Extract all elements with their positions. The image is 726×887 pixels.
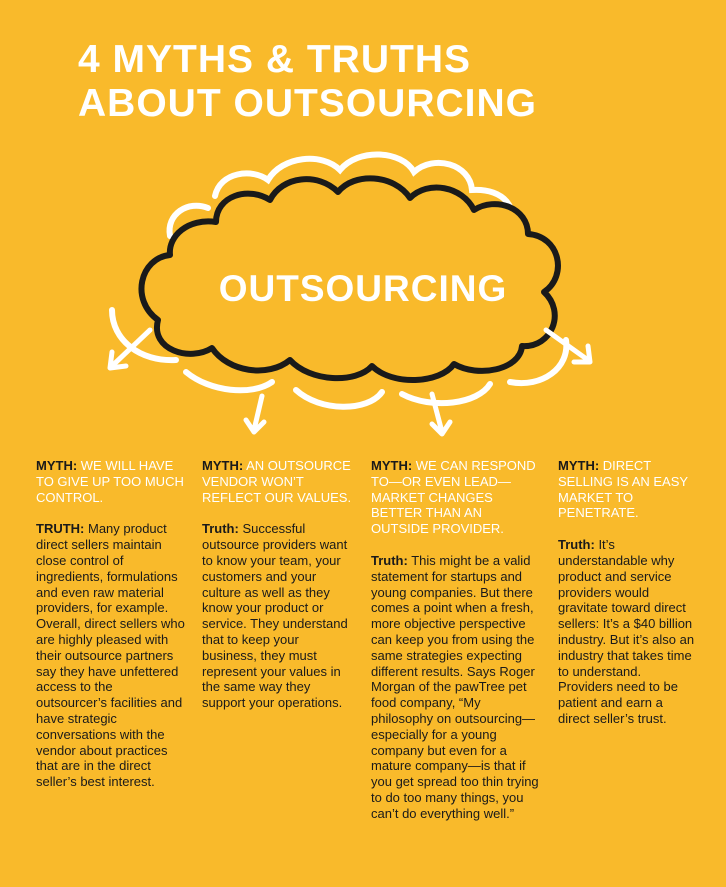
truth-statement: TRUTH: Many product direct sellers maintain close control of ingredients, formulations and even raw material providers, for example. Overall, direct sellers who are highly pleased with their outsource partners say they have unfettered access to the outsourcer’s facilities and have strategic conversations with the vendor about practices that are in the direct seller’s best interest. <box>36 521 185 790</box>
truth-statement: Truth: This might be a valid statement for startups and young companies. But there comes a point when a fresh, more objective perspective can keep you from using the same strategies expecting different results. Says Roger Morgan of the pawTree pet food company, “My philosophy on outsourcing—especially for a young company but even for a mature company—is that if you get spread too thin trying to do too many things, you can’t do everything well.” <box>371 552 539 821</box>
myth-column-1 <box>36 458 186 790</box>
myth-statement: MYTH: WE WILL HAVE TO GIVE UP TOO MUCH CONTROL. <box>36 458 184 505</box>
myth-column-2 <box>202 458 357 711</box>
myth-statement: MYTH: DIRECT SELLING IS AN EASY MARKET TO PENETRATE. <box>558 458 688 521</box>
myth-statement: MYTH: WE CAN RESPOND TO—OR EVEN LEAD—MARKET CHANGES BETTER THAN AN OUTSIDE PROVIDER. <box>371 458 536 537</box>
myth-statement: MYTH: AN OUTSOURCE VENDOR WON’T REFLECT OUR VALUES. <box>202 458 352 505</box>
myth-column-3 <box>371 458 541 822</box>
truth-statement: Truth: It’s understandable why product and service providers would gravitate toward direct sellers: It’s a $40 billion industry. But it’s also an industry that takes time to understand. Providers need to be patient and earn a direct seller’s trust. <box>558 537 695 726</box>
truth-statement: Truth: Successful outsource providers want to know your team, your customers and your culture as well as they know your product or service. They understand that to keep your business, they must represent your values in the same way they support your operations. <box>202 521 348 711</box>
title-line-1: 4 MYTHS & TRUTHS <box>78 38 472 81</box>
title-line-2: ABOUT OUTSOURCING <box>78 82 537 125</box>
myth-column-4 <box>558 458 698 727</box>
cloud-label: OUTSOURCING <box>218 268 508 309</box>
